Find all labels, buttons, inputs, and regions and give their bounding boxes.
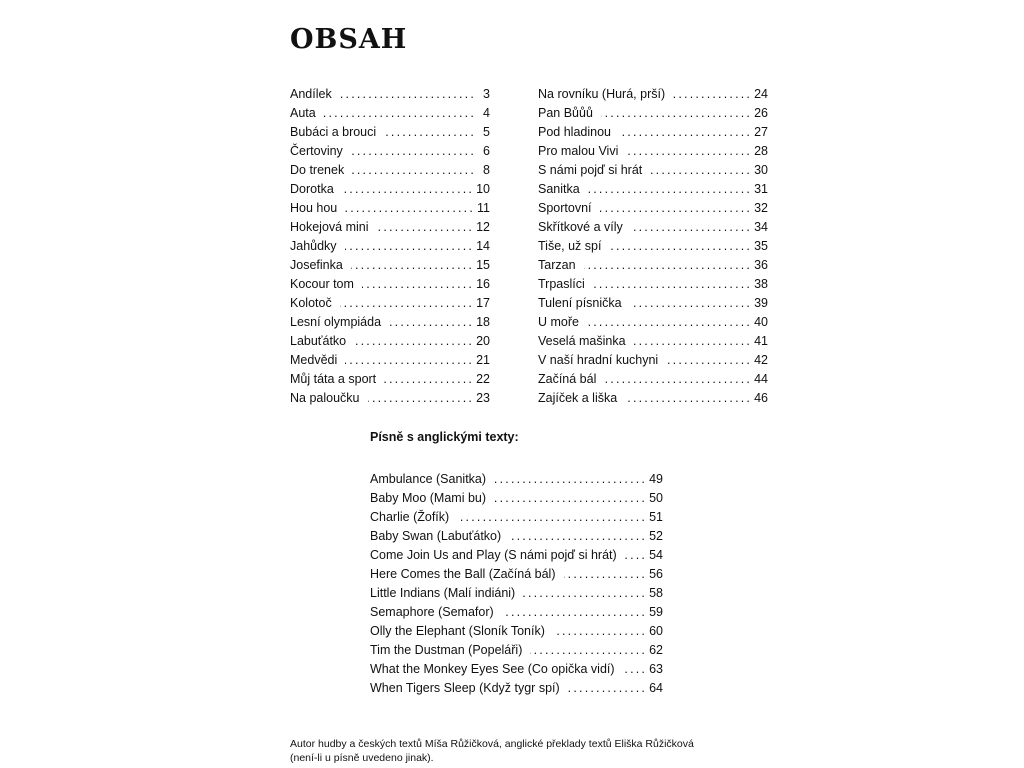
toc-entry-page: 36 bbox=[754, 258, 768, 272]
toc-entry-page: 38 bbox=[754, 277, 768, 291]
toc-leader-dots bbox=[604, 370, 752, 389]
toc-entry-page: 15 bbox=[476, 258, 490, 272]
toc-leader-dots bbox=[384, 370, 474, 389]
toc-entry-title: Veselá mašinka bbox=[538, 334, 626, 348]
toc-leader-dots bbox=[623, 660, 648, 679]
toc-leader-dots bbox=[553, 622, 647, 641]
toc-leader-dots bbox=[650, 161, 752, 180]
toc-entry bbox=[538, 123, 768, 142]
toc-leader-dots bbox=[634, 332, 753, 351]
toc-entry-title: Ambulance (Sanitka) bbox=[370, 472, 487, 486]
toc-entry bbox=[290, 313, 490, 332]
toc-entry bbox=[538, 218, 768, 237]
toc-entry-title: Josefinka bbox=[290, 258, 343, 272]
toc-entry-page: 62 bbox=[649, 643, 663, 657]
toc-leader-dots bbox=[601, 104, 752, 123]
toc-entry bbox=[290, 256, 490, 275]
toc-czech-left-column bbox=[290, 85, 490, 408]
toc-leader-dots bbox=[666, 351, 752, 370]
toc-entry-title: Trpaslíci bbox=[538, 277, 585, 291]
toc-entry-title: Jahůdky bbox=[290, 239, 337, 253]
toc-entry-page: 6 bbox=[483, 144, 490, 158]
toc-entry bbox=[538, 256, 768, 275]
toc-leader-dots bbox=[587, 313, 752, 332]
toc-entry bbox=[290, 389, 490, 408]
toc-entry-page: 54 bbox=[649, 548, 663, 562]
toc-entry-page: 5 bbox=[483, 125, 490, 139]
toc-leader-dots bbox=[626, 142, 752, 161]
toc-leader-dots bbox=[593, 275, 752, 294]
toc-entry-page: 30 bbox=[754, 163, 768, 177]
toc-entry bbox=[290, 218, 490, 237]
toc-entry-page: 52 bbox=[649, 529, 663, 543]
toc-entry-title: What the Monkey Eyes See (Co opička vidí) bbox=[370, 662, 615, 676]
toc-entry-page: 49 bbox=[649, 472, 663, 486]
toc-leader-dots bbox=[494, 470, 647, 489]
toc-leader-dots bbox=[631, 218, 752, 237]
toc-entry bbox=[370, 508, 663, 527]
toc-entry-page: 58 bbox=[649, 586, 663, 600]
toc-leader-dots bbox=[568, 679, 647, 698]
toc-leader-dots bbox=[352, 161, 476, 180]
toc-entry bbox=[290, 199, 490, 218]
toc-leader-dots bbox=[673, 85, 752, 104]
toc-entry-title: Tim the Dustman (Popeláři) bbox=[370, 643, 523, 657]
toc-entry-page: 8 bbox=[483, 163, 490, 177]
toc-leader-dots bbox=[625, 546, 647, 565]
toc-entry bbox=[370, 489, 663, 508]
toc-entry-page: 31 bbox=[754, 182, 768, 196]
toc-leader-dots bbox=[340, 294, 474, 313]
toc-entry-title: Pro malou Vivi bbox=[538, 144, 619, 158]
footer-credits-line: (není-li u písně uvedeno jinak). bbox=[290, 752, 434, 764]
toc-entry bbox=[538, 237, 768, 256]
toc-entry-page: 24 bbox=[754, 87, 768, 101]
toc-leader-dots bbox=[502, 603, 647, 622]
toc-entry-page: 39 bbox=[754, 296, 768, 310]
toc-entry bbox=[370, 565, 663, 584]
toc-entry bbox=[538, 199, 768, 218]
toc-entry-title: Pan Bůůů bbox=[538, 106, 593, 120]
toc-entry-page: 3 bbox=[483, 87, 490, 101]
toc-entry-page: 23 bbox=[476, 391, 490, 405]
toc-entry-page: 10 bbox=[476, 182, 490, 196]
toc-entry bbox=[370, 470, 663, 489]
toc-entry bbox=[538, 313, 768, 332]
toc-entry bbox=[290, 85, 490, 104]
toc-entry-title: Lesní olympiáda bbox=[290, 315, 382, 329]
toc-entry bbox=[370, 679, 663, 698]
toc-entry-title: Hokejová mini bbox=[290, 220, 369, 234]
toc-entry bbox=[370, 546, 663, 565]
toc-entry-title: Baby Moo (Mami bu) bbox=[370, 491, 487, 505]
toc-entry-title: Andílek bbox=[290, 87, 332, 101]
toc-entry-title: Do trenek bbox=[290, 163, 345, 177]
toc-leader-dots bbox=[324, 104, 476, 123]
toc-entry-page: 64 bbox=[649, 681, 663, 695]
toc-leader-dots bbox=[600, 199, 753, 218]
toc-entry-title: Come Join Us and Play (S námi pojď si hrát) bbox=[370, 548, 617, 562]
toc-entry-page: 44 bbox=[754, 372, 768, 386]
toc-entry-title: Baby Swan (Labuťátko) bbox=[370, 529, 502, 543]
toc-leader-dots bbox=[609, 237, 752, 256]
toc-entry bbox=[370, 603, 663, 622]
toc-entry-title: V naší hradní kuchyni bbox=[538, 353, 659, 367]
toc-entry bbox=[290, 161, 490, 180]
toc-entry bbox=[538, 180, 768, 199]
toc-entry bbox=[538, 370, 768, 389]
toc-leader-dots bbox=[345, 351, 474, 370]
toc-leader-dots bbox=[457, 508, 647, 527]
toc-english-column bbox=[370, 470, 663, 698]
toc-entry-title: Little Indians (Malí indiáni) bbox=[370, 586, 516, 600]
toc-leader-dots bbox=[530, 641, 647, 660]
toc-entry-title: Tulení písnička bbox=[538, 296, 622, 310]
toc-leader-dots bbox=[345, 237, 475, 256]
toc-entry bbox=[538, 275, 768, 294]
toc-entry-page: 60 bbox=[649, 624, 663, 638]
toc-entry-page: 14 bbox=[476, 239, 490, 253]
toc-entry-page: 46 bbox=[754, 391, 768, 405]
toc-entry-page: 17 bbox=[476, 296, 490, 310]
toc-entry-page: 50 bbox=[649, 491, 663, 505]
toc-leader-dots bbox=[342, 180, 474, 199]
toc-entry-title: When Tigers Sleep (Když tygr spí) bbox=[370, 681, 560, 695]
toc-entry bbox=[538, 351, 768, 370]
toc-entry-page: 11 bbox=[477, 201, 490, 215]
toc-leader-dots bbox=[354, 332, 474, 351]
toc-leader-dots bbox=[351, 256, 474, 275]
toc-entry-title: Labuťátko bbox=[290, 334, 347, 348]
toc-entry bbox=[538, 104, 768, 123]
toc-leader-dots bbox=[630, 294, 752, 313]
toc-leader-dots bbox=[523, 584, 647, 603]
toc-leader-dots bbox=[494, 489, 647, 508]
page-title: OBSAH bbox=[290, 24, 408, 55]
toc-leader-dots bbox=[345, 199, 475, 218]
toc-entry bbox=[290, 123, 490, 142]
toc-leader-dots bbox=[389, 313, 474, 332]
toc-leader-dots bbox=[384, 123, 476, 142]
toc-entry-title: S námi pojď si hrát bbox=[538, 163, 643, 177]
toc-entry bbox=[290, 351, 490, 370]
toc-leader-dots bbox=[377, 218, 475, 237]
toc-entry bbox=[290, 275, 490, 294]
toc-entry bbox=[370, 641, 663, 660]
toc-entry bbox=[370, 527, 663, 546]
toc-entry bbox=[290, 332, 490, 351]
toc-entry bbox=[290, 294, 490, 313]
toc-entry-title: Na rovníku (Hurá, prší) bbox=[538, 87, 666, 101]
toc-entry-page: 35 bbox=[754, 239, 768, 253]
toc-entry bbox=[538, 142, 768, 161]
toc-entry-title: Tarzan bbox=[538, 258, 576, 272]
toc-entry-page: 26 bbox=[754, 106, 768, 120]
toc-entry-title: Čertoviny bbox=[290, 144, 343, 158]
toc-entry bbox=[290, 142, 490, 161]
footer-credits bbox=[290, 737, 750, 765]
toc-entry bbox=[370, 584, 663, 603]
toc-entry bbox=[290, 180, 490, 199]
toc-entry-title: Začíná bál bbox=[538, 372, 597, 386]
toc-entry-page: 41 bbox=[754, 334, 768, 348]
toc-leader-dots bbox=[625, 389, 752, 408]
toc-entry-title: Kolotoč bbox=[290, 296, 332, 310]
toc-entry-page: 27 bbox=[754, 125, 768, 139]
toc-entry-title: Auta bbox=[290, 106, 316, 120]
toc-entry bbox=[538, 294, 768, 313]
toc-entry-title: Hou hou bbox=[290, 201, 338, 215]
toc-entry-title: Medvědi bbox=[290, 353, 338, 367]
toc-entry-title: Charlie (Žofík) bbox=[370, 510, 450, 524]
toc-entry-page: 40 bbox=[754, 315, 768, 329]
toc-entry bbox=[290, 104, 490, 123]
toc-entry bbox=[538, 332, 768, 351]
toc-entry-title: Tiše, už spí bbox=[538, 239, 602, 253]
toc-entry-page: 18 bbox=[476, 315, 490, 329]
toc-entry-page: 56 bbox=[649, 567, 663, 581]
toc-entry-title: Sanitka bbox=[538, 182, 580, 196]
toc-entry-title: Pod hladinou bbox=[538, 125, 611, 139]
toc-entry-page: 32 bbox=[754, 201, 768, 215]
toc-entry-title: Kocour tom bbox=[290, 277, 354, 291]
toc-entry-title: Here Comes the Ball (Začíná bál) bbox=[370, 567, 556, 581]
toc-leader-dots bbox=[588, 180, 752, 199]
english-section-heading: Písně s anglickými texty: bbox=[370, 430, 519, 444]
toc-leader-dots bbox=[584, 256, 753, 275]
toc-entry bbox=[290, 237, 490, 256]
toc-entry-title: U moře bbox=[538, 315, 579, 329]
toc-entry-page: 12 bbox=[476, 220, 490, 234]
toc-entry-title: Sportovní bbox=[538, 201, 592, 215]
toc-entry bbox=[538, 161, 768, 180]
toc-entry-page: 4 bbox=[483, 106, 490, 120]
toc-entry-title: Na paloučku bbox=[290, 391, 360, 405]
toc-entry-page: 59 bbox=[649, 605, 663, 619]
toc-entry bbox=[538, 85, 768, 104]
footer-credits-line: Autor hudby a českých textů Míša Růžičková, anglické překlady textů Eliška Růžičková bbox=[290, 738, 694, 750]
toc-entry-page: 21 bbox=[476, 353, 490, 367]
toc-leader-dots bbox=[509, 527, 647, 546]
toc-entry-title: Olly the Elephant (Sloník Toník) bbox=[370, 624, 545, 638]
toc-leader-dots bbox=[362, 275, 474, 294]
toc-entry-page: 16 bbox=[476, 277, 490, 291]
toc-entry bbox=[290, 370, 490, 389]
toc-entry-title: Zajíček a liška bbox=[538, 391, 618, 405]
toc-entry-page: 28 bbox=[754, 144, 768, 158]
toc-entry-page: 20 bbox=[476, 334, 490, 348]
toc-leader-dots bbox=[619, 123, 752, 142]
toc-entry bbox=[370, 622, 663, 641]
toc-entry-page: 34 bbox=[754, 220, 768, 234]
toc-entry bbox=[370, 660, 663, 679]
toc-leader-dots bbox=[564, 565, 648, 584]
toc-entry-title: Bubáci a brouci bbox=[290, 125, 377, 139]
toc-entry-title: Můj táta a sport bbox=[290, 372, 377, 386]
toc-entry-page: 63 bbox=[649, 662, 663, 676]
toc-leader-dots bbox=[368, 389, 475, 408]
toc-entry-page: 42 bbox=[754, 353, 768, 367]
toc-czech-right-column bbox=[538, 85, 768, 408]
toc-entry-title: Skřítkové a víly bbox=[538, 220, 623, 234]
toc-entry-title: Dorotka bbox=[290, 182, 334, 196]
toc-entry-title: Semaphore (Semafor) bbox=[370, 605, 494, 619]
toc-entry-page: 51 bbox=[649, 510, 663, 524]
toc-leader-dots bbox=[340, 85, 476, 104]
toc-leader-dots bbox=[351, 142, 476, 161]
toc-entry bbox=[538, 389, 768, 408]
toc-entry-page: 22 bbox=[476, 372, 490, 386]
